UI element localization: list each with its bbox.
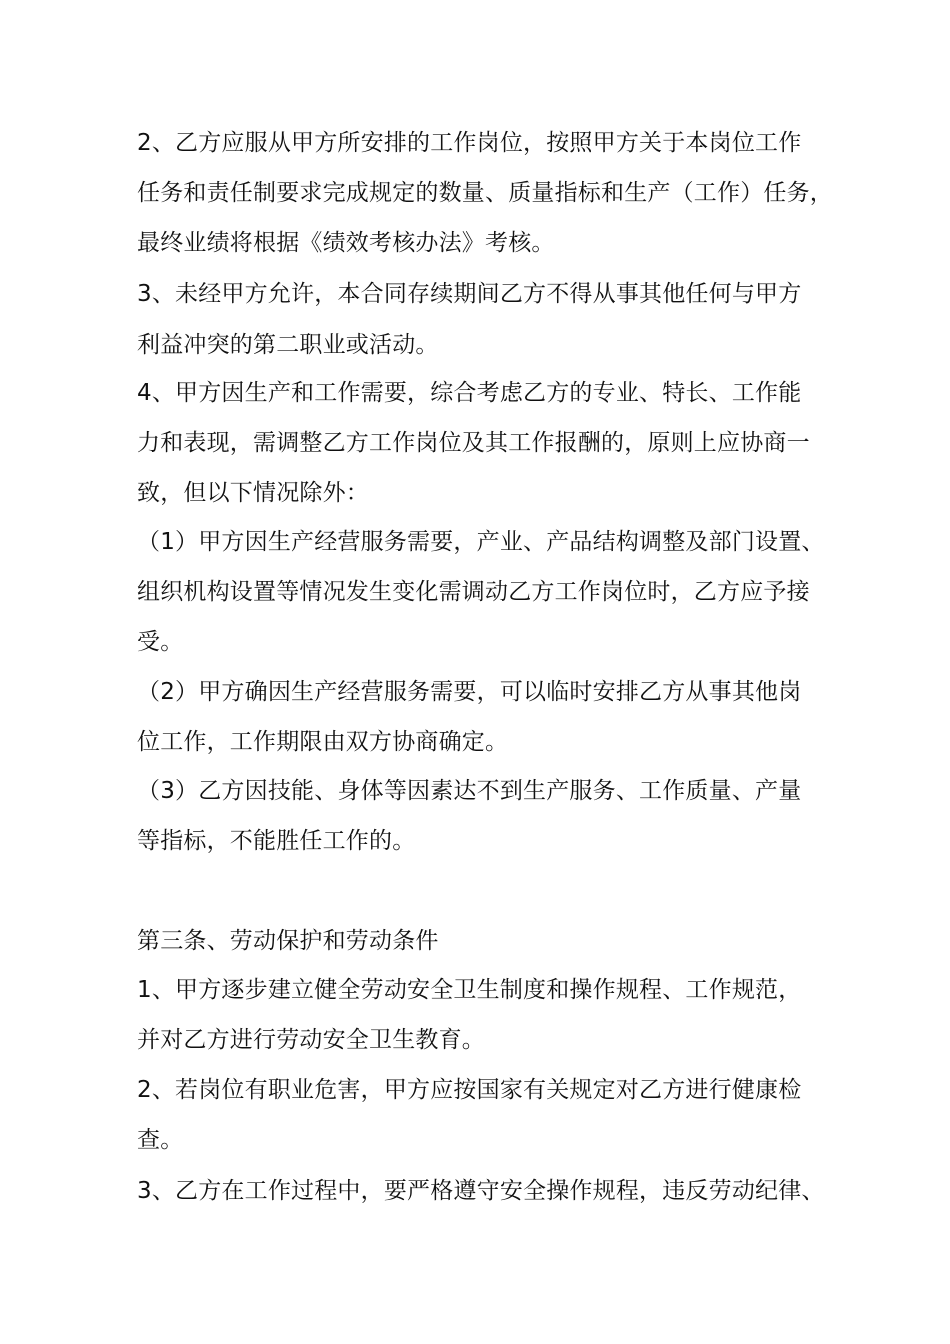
text-line: 3、未经甲方允许，本合同存续期间乙方不得从事其他任何与甲方	[137, 281, 802, 307]
text-line: 2、若岗位有职业危害，甲方应按国家有关规定对乙方进行健康检	[137, 1077, 802, 1103]
section-heading: 第三条、劳动保护和劳动条件	[137, 928, 439, 954]
text-line: 任务和责任制要求完成规定的数量、质量指标和生产（工作）任务，	[137, 180, 833, 206]
text-line: 受。	[137, 629, 184, 655]
text-line: 查。	[137, 1127, 184, 1153]
text-line: （1）甲方因生产经营服务需要，产业、产品结构调整及部门设置、	[137, 529, 825, 555]
text-line: （2）甲方确因生产经营服务需要，可以临时安排乙方从事其他岗	[137, 679, 802, 705]
text-line: 组织机构设置等情况发生变化需调动乙方工作岗位时，乙方应予接	[137, 579, 810, 605]
text-line: 并对乙方进行劳动安全卫生教育。	[137, 1027, 485, 1053]
text-line: 4、甲方因生产和工作需要，综合考虑乙方的专业、特长、工作能	[137, 380, 802, 406]
text-line: 力和表现，需调整乙方工作岗位及其工作报酬的，原则上应协商一	[137, 430, 810, 456]
text-line: 等指标，不能胜任工作的。	[137, 828, 416, 854]
text-line: 3、乙方在工作过程中，要严格遵守安全操作规程，违反劳动纪律、	[137, 1178, 825, 1204]
text-line: 2、乙方应服从甲方所安排的工作岗位，按照甲方关于本岗位工作	[137, 130, 802, 156]
text-line: 最终业绩将根据《绩效考核办法》考核。	[137, 230, 555, 256]
text-line: 利益冲突的第二职业或活动。	[137, 332, 439, 358]
text-line: 位工作，工作期限由双方协商确定。	[137, 729, 509, 755]
text-line: （3）乙方因技能、身体等因素达不到生产服务、工作质量、产量	[137, 778, 802, 804]
text-line: 1、甲方逐步建立健全劳动安全卫生制度和操作规程、工作规范，	[137, 977, 802, 1003]
text-line: 致，但以下情况除外：	[137, 480, 369, 506]
